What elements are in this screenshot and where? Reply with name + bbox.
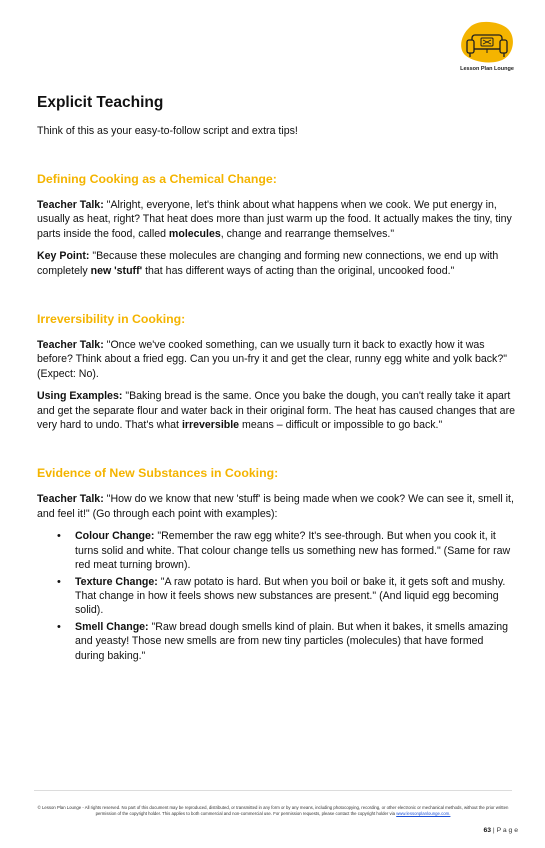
brand-name: Lesson Plan Lounge <box>460 66 514 72</box>
bold-term: molecules <box>168 227 221 240</box>
evidence-list <box>57 529 515 663</box>
section-title-evidence: Evidence of New Substances in Cooking: <box>37 466 279 481</box>
paragraph-text: "Because these molecules are changing and forming new connections, we end up with completely <box>37 250 499 277</box>
intro-text: Think of this as your easy-to-follow script and extra tips! <box>37 125 298 137</box>
paragraph-label: Key Point: <box>37 250 90 263</box>
paragraph-text: "How do we know that new 'stuff' is being made when we cook? We can see it, smell it, and feel it!" (Go through each point with examples): <box>37 493 514 520</box>
website-link[interactable]: www.lessonplanlounge.com. <box>396 811 451 816</box>
list-item-text: "Raw bread dough smells kind of plain. But when it bakes, it smells amazing and yeasty! Those new smells are from new tiny particles (molecules) that have formed during baking." <box>75 620 509 662</box>
list-item-colour-change <box>57 529 515 572</box>
footer-divider <box>34 790 512 791</box>
list-item-label: Smell Change: <box>75 620 149 633</box>
list-item-smell-change <box>57 620 515 663</box>
paragraph-label: Teacher Talk: <box>37 339 104 352</box>
page-title: Explicit Teaching <box>37 94 164 111</box>
section-title-chemical-change: Defining Cooking as a Chemical Change: <box>37 172 277 186</box>
list-item-text: "Remember the raw egg white? It's see-through. But when you cook it, it turns solid and white. That colour change tells us something new has formed." (Same for raw red meat turning brown). <box>75 530 511 572</box>
bold-term: irreversible <box>181 419 240 432</box>
page-label: | P a g e <box>491 827 518 834</box>
paragraph-text: "Baking bread is the same. Once you bake the dough, you can't really take it apart and get the separate flour and water back in their original form. The heat has caused changes that are very hard to undo. That's what <box>37 390 515 432</box>
paragraph-using-examples <box>37 389 515 432</box>
paragraph-teacher-talk <box>37 492 515 521</box>
bold-term: new 'stuff' <box>90 264 143 277</box>
paragraph-teacher-talk <box>37 338 515 381</box>
couch-logo-icon <box>456 21 518 65</box>
paragraph-text: "Once we've cooked something, can we usually turn it back to exactly how it was before? Think about a fried egg. Can you un-fry it and get the clear, runny egg white and yolk back?" (Expect: No). <box>37 339 507 380</box>
paragraph-label: Using Examples: <box>37 390 123 403</box>
page-number <box>452 827 518 834</box>
paragraph-label: Teacher Talk: <box>37 199 104 211</box>
section-title-irreversibility: Irreversibility in Cooking: <box>37 312 186 327</box>
main-content <box>37 94 515 665</box>
footer-copyright <box>34 805 512 817</box>
paragraph-text: , change and rearrange themselves." <box>220 227 395 240</box>
copyright-text: © Lesson Plan Lounge - All rights reserved. No part of this document may be reproduced, distributed, or transmitted in any form or by any means, including photocopying, recording, or other electronic or mechanical methods, without the prior written permission of the copyright holder. This applies to both commercial and non-commercial use. For permission requests, please contact the copyright holder via <box>37 805 509 816</box>
paragraph-text: "Alright, everyone, let's think about what happens when we cook. We put energy in, usually as heat, right? That heat does more than just warm up the food. It actually makes the tiny, tiny parts inside the food, called <box>37 199 512 240</box>
brand-logo <box>452 21 522 77</box>
paragraph-teacher-talk <box>37 198 515 241</box>
page-number-value: 63 <box>483 827 492 834</box>
paragraph-text: means – difficult or impossible to go back." <box>239 419 443 432</box>
paragraph-key-point <box>37 249 515 278</box>
paragraph-text: that has different ways of acting than the original, uncooked food." <box>142 264 455 277</box>
list-item-label: Colour Change: <box>75 530 155 543</box>
list-item-texture-change <box>57 575 515 618</box>
list-item-label: Texture Change: <box>75 575 158 588</box>
paragraph-label: Teacher Talk: <box>37 493 104 506</box>
list-item-text: "A raw potato is hard. But when you boil or bake it, it gets soft and mushy. That change in how it feels shows new substances are present." (And liquid egg becoming solid). <box>75 575 506 617</box>
